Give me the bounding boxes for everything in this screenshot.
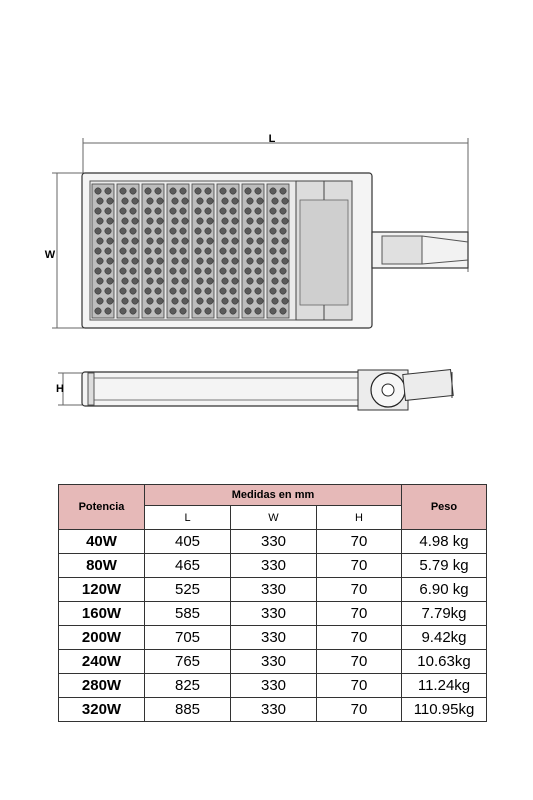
led-chip [220, 208, 226, 214]
led-chip [282, 298, 288, 304]
led-chip [245, 288, 251, 294]
led-chip [107, 198, 113, 204]
led-chip [105, 288, 111, 294]
led-chip [257, 258, 263, 264]
width-dimension [52, 173, 86, 328]
cell-power: 320W [59, 698, 145, 722]
header-weight: Peso [402, 485, 487, 530]
led-chip [120, 188, 126, 194]
led-chip [180, 248, 186, 254]
table-row [59, 674, 487, 698]
led-chip [122, 258, 128, 264]
led-chip [180, 188, 186, 194]
header-dimensions: Medidas en mm [145, 485, 402, 506]
cell-l: 765 [145, 650, 231, 674]
subheader-w: W [231, 506, 317, 530]
led-chip [120, 288, 126, 294]
led-chip [280, 228, 286, 234]
led-chip [255, 228, 261, 234]
led-chip [280, 308, 286, 314]
cell-weight: 11.24kg [402, 674, 487, 698]
led-chip [97, 238, 103, 244]
led-chip [170, 288, 176, 294]
led-chip [155, 188, 161, 194]
led-chip [180, 208, 186, 214]
led-chip [247, 298, 253, 304]
led-chip [232, 238, 238, 244]
led-chip [247, 238, 253, 244]
led-chip [207, 198, 213, 204]
led-chip [145, 208, 151, 214]
led-chip [230, 288, 236, 294]
table-row [59, 602, 487, 626]
cell-h: 70 [317, 650, 402, 674]
led-chip [182, 198, 188, 204]
led-chip [172, 278, 178, 284]
cell-h: 70 [317, 674, 402, 698]
led-chip [145, 268, 151, 274]
cell-l: 585 [145, 602, 231, 626]
side-view [82, 370, 453, 410]
led-chip [257, 218, 263, 224]
led-chip [147, 258, 153, 264]
led-chip [205, 228, 211, 234]
led-chip [247, 278, 253, 284]
led-chip [95, 248, 101, 254]
led-chip [145, 188, 151, 194]
led-chip [132, 278, 138, 284]
led-chip [255, 188, 261, 194]
led-chip [205, 308, 211, 314]
led-chip [195, 248, 201, 254]
led-chip [122, 238, 128, 244]
led-chip [270, 228, 276, 234]
cell-w: 330 [231, 674, 317, 698]
led-chip [197, 278, 203, 284]
led-chip [220, 288, 226, 294]
led-chip [155, 268, 161, 274]
led-chip [122, 218, 128, 224]
led-chip [122, 278, 128, 284]
top-view [82, 173, 468, 328]
led-chip [207, 258, 213, 264]
cell-l: 465 [145, 554, 231, 578]
led-chip [145, 288, 151, 294]
cell-weight: 6.90 kg [402, 578, 487, 602]
led-chip [180, 308, 186, 314]
cell-h: 70 [317, 554, 402, 578]
led-chip [195, 208, 201, 214]
led-chip [105, 268, 111, 274]
led-chip [147, 198, 153, 204]
led-chip [107, 258, 113, 264]
cell-power: 40W [59, 530, 145, 554]
header-power: Potencia [59, 485, 145, 530]
led-chip [197, 258, 203, 264]
cell-power: 120W [59, 578, 145, 602]
led-chip [170, 208, 176, 214]
led-chip [220, 248, 226, 254]
cell-h: 70 [317, 578, 402, 602]
led-chip [120, 308, 126, 314]
led-chip [255, 248, 261, 254]
led-chip [132, 198, 138, 204]
led-chip [222, 258, 228, 264]
table-row [59, 698, 487, 722]
led-chip [120, 208, 126, 214]
led-chip [270, 208, 276, 214]
led-chip [230, 208, 236, 214]
led-chip [130, 228, 136, 234]
led-chip [222, 298, 228, 304]
led-chip [120, 228, 126, 234]
led-chip [282, 198, 288, 204]
led-chip [230, 248, 236, 254]
led-chip [255, 288, 261, 294]
led-chip [145, 248, 151, 254]
led-chip [172, 238, 178, 244]
led-chip [157, 238, 163, 244]
led-chip [247, 258, 253, 264]
cell-power: 200W [59, 626, 145, 650]
led-chip [155, 288, 161, 294]
led-chip [232, 198, 238, 204]
led-chip [157, 258, 163, 264]
led-chip [282, 218, 288, 224]
led-chip [172, 298, 178, 304]
led-chip [197, 298, 203, 304]
led-chip [97, 278, 103, 284]
led-chip [207, 238, 213, 244]
led-chip [205, 268, 211, 274]
led-chip [95, 208, 101, 214]
led-chip [105, 208, 111, 214]
led-chip [222, 278, 228, 284]
led-chip [272, 258, 278, 264]
led-chip [205, 188, 211, 194]
led-chip [95, 268, 101, 274]
led-chip [220, 228, 226, 234]
led-chip [230, 228, 236, 234]
cell-w: 330 [231, 602, 317, 626]
led-chip [155, 308, 161, 314]
led-chip [105, 188, 111, 194]
led-chip [245, 248, 251, 254]
cell-h: 70 [317, 626, 402, 650]
led-chip [280, 288, 286, 294]
led-chip [280, 268, 286, 274]
led-chip [155, 208, 161, 214]
led-chip [132, 218, 138, 224]
led-chip [232, 278, 238, 284]
led-chip [270, 288, 276, 294]
led-chip [220, 308, 226, 314]
height-label: H [56, 383, 64, 395]
cell-weight: 7.79kg [402, 602, 487, 626]
led-chip [95, 188, 101, 194]
led-chip [257, 238, 263, 244]
led-chip [280, 188, 286, 194]
led-chip [197, 198, 203, 204]
table-row [59, 578, 487, 602]
cell-l: 705 [145, 626, 231, 650]
led-chip [270, 248, 276, 254]
led-chip [172, 198, 178, 204]
cell-weight: 110.95kg [402, 698, 487, 722]
led-chip [95, 308, 101, 314]
led-chip [170, 188, 176, 194]
led-chip [230, 188, 236, 194]
led-chip [272, 198, 278, 204]
led-chip [222, 238, 228, 244]
cell-h: 70 [317, 602, 402, 626]
led-chip [130, 208, 136, 214]
led-chip [97, 218, 103, 224]
cell-power: 280W [59, 674, 145, 698]
led-chip [170, 308, 176, 314]
led-chip [95, 228, 101, 234]
led-chip [155, 228, 161, 234]
led-chip [122, 198, 128, 204]
led-chip [220, 188, 226, 194]
led-chip [107, 218, 113, 224]
cell-w: 330 [231, 626, 317, 650]
led-chip [205, 288, 211, 294]
led-chip [270, 268, 276, 274]
cell-l: 885 [145, 698, 231, 722]
led-chip [182, 238, 188, 244]
led-chip [147, 238, 153, 244]
led-chip [255, 268, 261, 274]
cell-weight: 4.98 kg [402, 530, 487, 554]
led-chip [105, 228, 111, 234]
table-row [59, 554, 487, 578]
led-chip [270, 188, 276, 194]
led-chip [282, 258, 288, 264]
led-chip [170, 228, 176, 234]
cell-weight: 5.79 kg [402, 554, 487, 578]
led-chip [157, 298, 163, 304]
led-chip [120, 268, 126, 274]
led-chip [247, 218, 253, 224]
led-chip [172, 218, 178, 224]
led-chip [122, 298, 128, 304]
cell-power: 240W [59, 650, 145, 674]
cell-w: 330 [231, 554, 317, 578]
led-chip [205, 248, 211, 254]
cell-weight: 10.63kg [402, 650, 487, 674]
width-label: W [44, 249, 56, 261]
led-chip [147, 218, 153, 224]
table-row [59, 650, 487, 674]
led-chip [195, 268, 201, 274]
led-chip [195, 188, 201, 194]
led-chip [280, 248, 286, 254]
led-chip [120, 248, 126, 254]
led-chip [182, 298, 188, 304]
led-chip [255, 308, 261, 314]
led-chip [255, 208, 261, 214]
led-chip [132, 298, 138, 304]
table-row [59, 626, 487, 650]
led-chip [230, 268, 236, 274]
led-chip [180, 288, 186, 294]
led-chip [130, 268, 136, 274]
led-chip [130, 308, 136, 314]
led-chip [272, 218, 278, 224]
cell-w: 330 [231, 530, 317, 554]
led-chip [230, 308, 236, 314]
led-chip [130, 288, 136, 294]
led-chip [172, 258, 178, 264]
led-chip [247, 198, 253, 204]
led-chip [145, 228, 151, 234]
led-chip [245, 208, 251, 214]
led-chip [147, 298, 153, 304]
led-chip [257, 278, 263, 284]
led-chip [130, 248, 136, 254]
led-chip [282, 238, 288, 244]
led-chip [257, 298, 263, 304]
cell-w: 330 [231, 698, 317, 722]
led-chip [97, 258, 103, 264]
led-chip [222, 218, 228, 224]
led-chip [245, 308, 251, 314]
led-chip [182, 258, 188, 264]
cell-weight: 9.42kg [402, 626, 487, 650]
led-chip [257, 198, 263, 204]
led-chip [207, 218, 213, 224]
led-chip [195, 228, 201, 234]
led-chip [232, 258, 238, 264]
led-chip [272, 298, 278, 304]
led-chip [245, 268, 251, 274]
led-chip [207, 278, 213, 284]
cell-w: 330 [231, 578, 317, 602]
led-chip [180, 268, 186, 274]
led-chip [197, 218, 203, 224]
led-chip [182, 278, 188, 284]
led-chip [205, 208, 211, 214]
led-chip [105, 248, 111, 254]
led-chip [220, 268, 226, 274]
led-chip [232, 218, 238, 224]
led-chip [107, 298, 113, 304]
led-chip [180, 228, 186, 234]
subheader-l: L [145, 506, 231, 530]
led-chip [107, 238, 113, 244]
led-chip [222, 198, 228, 204]
led-chip [272, 238, 278, 244]
led-chip [207, 298, 213, 304]
led-chip [170, 268, 176, 274]
led-chip [245, 228, 251, 234]
led-chip [197, 238, 203, 244]
led-chip [157, 198, 163, 204]
led-chip [170, 248, 176, 254]
led-chip [280, 208, 286, 214]
led-chip [105, 308, 111, 314]
led-chip [195, 288, 201, 294]
led-chip [147, 278, 153, 284]
led-chip [132, 258, 138, 264]
led-chip [157, 278, 163, 284]
led-chip [97, 298, 103, 304]
led-chip [97, 198, 103, 204]
table-row [59, 530, 487, 554]
led-chip [95, 288, 101, 294]
led-chip [130, 188, 136, 194]
led-chip [245, 188, 251, 194]
led-chip [282, 278, 288, 284]
cell-h: 70 [317, 698, 402, 722]
led-chip [232, 298, 238, 304]
cell-power: 160W [59, 602, 145, 626]
cell-h: 70 [317, 530, 402, 554]
led-chip [157, 218, 163, 224]
led-chip [272, 278, 278, 284]
led-chip [270, 308, 276, 314]
specs-table [58, 484, 487, 722]
cell-w: 330 [231, 650, 317, 674]
led-chip [107, 278, 113, 284]
led-chip [155, 248, 161, 254]
led-chip [145, 308, 151, 314]
subheader-h: H [317, 506, 402, 530]
cell-power: 80W [59, 554, 145, 578]
cell-l: 525 [145, 578, 231, 602]
length-label: L [268, 133, 276, 145]
led-chip [132, 238, 138, 244]
led-chip [182, 218, 188, 224]
led-chip [195, 308, 201, 314]
cell-l: 405 [145, 530, 231, 554]
cell-l: 825 [145, 674, 231, 698]
